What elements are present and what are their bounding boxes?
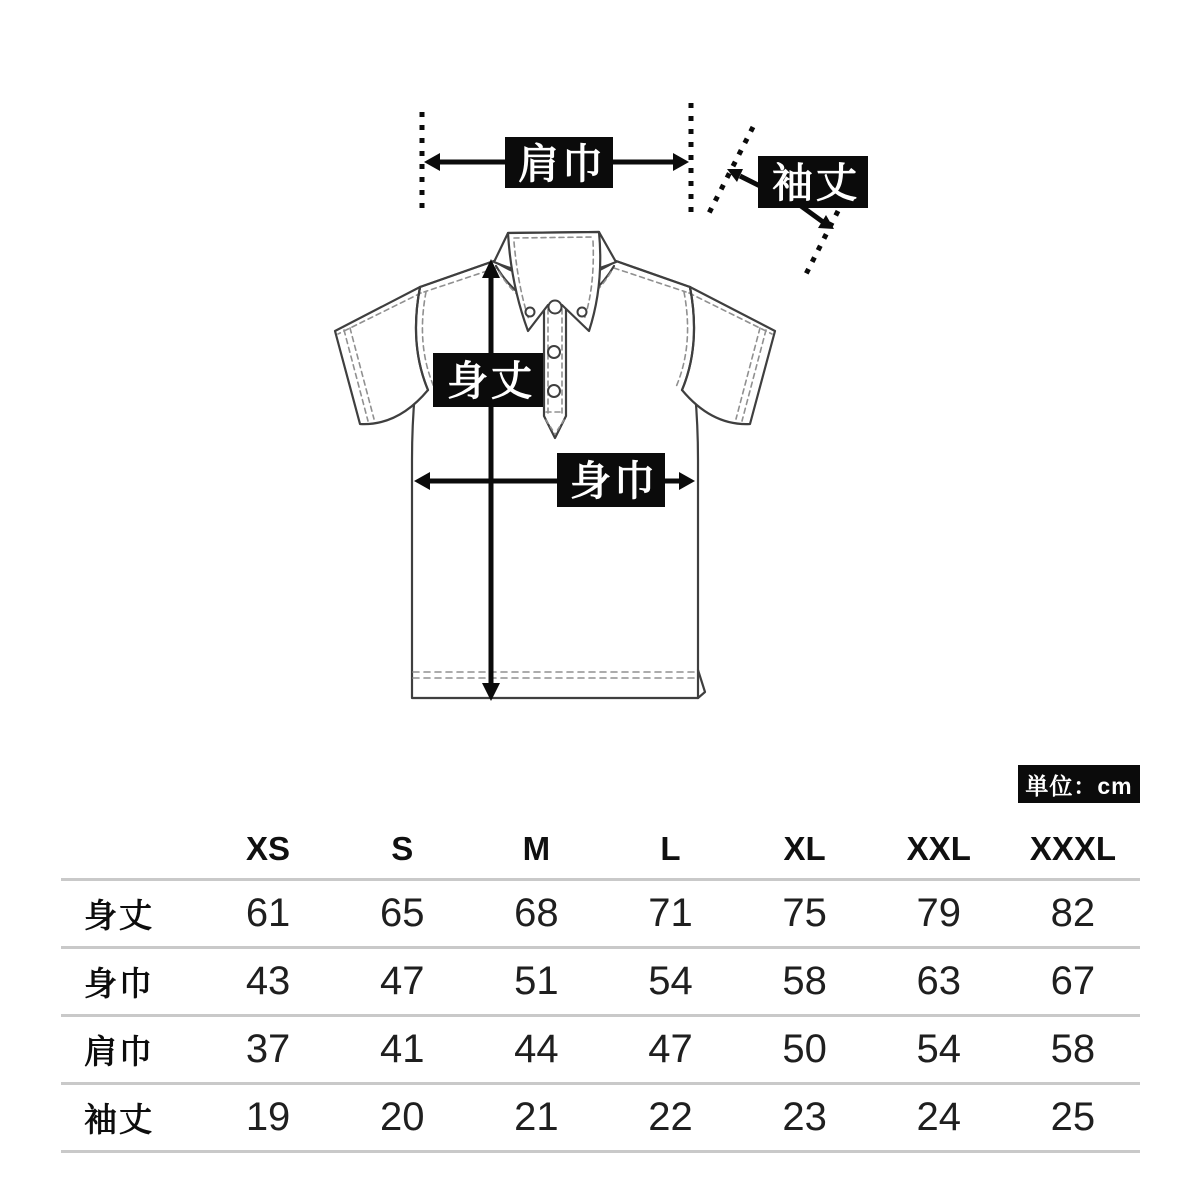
table-cell: 75 <box>782 891 827 935</box>
shoulder-width-label: 肩巾 <box>518 141 606 187</box>
table-cell: 58 <box>1050 1027 1096 1071</box>
table-cell: 25 <box>1050 1095 1096 1139</box>
col-header-s: S <box>391 829 414 867</box>
body-width-label: 身巾 <box>570 458 658 504</box>
sleeve-length-label: 袖丈 <box>772 160 860 206</box>
table-cell: 43 <box>245 959 291 1003</box>
table-cell: 19 <box>245 1095 291 1139</box>
body-length-label: 身丈 <box>447 358 535 404</box>
table-cell: 41 <box>379 1027 425 1071</box>
table-row-body-width <box>61 949 1140 1017</box>
col-header-m: M <box>522 829 551 867</box>
table-cell: 68 <box>514 891 559 935</box>
table-cell: 65 <box>379 891 425 935</box>
left-sleeve <box>335 287 428 424</box>
placket <box>544 305 566 438</box>
table-cell: 47 <box>648 1027 693 1071</box>
row-label-body-length: 身丈 <box>84 897 154 934</box>
table-header-row <box>61 819 1140 881</box>
table-cell: 23 <box>782 1095 827 1139</box>
size-table <box>61 819 1140 1153</box>
table-cell: 22 <box>648 1095 693 1139</box>
row-label-body-width: 身巾 <box>84 965 154 1002</box>
table-cell: 51 <box>514 959 559 1003</box>
col-header-xxl: XXL <box>906 829 971 867</box>
col-header-xxxl: XXXL <box>1029 829 1117 867</box>
col-header-l: L <box>660 829 681 867</box>
table-row-body-length <box>61 881 1140 949</box>
table-cell: 61 <box>245 891 291 935</box>
table-row-shoulder-width <box>61 1017 1140 1085</box>
table-cell: 79 <box>916 891 962 935</box>
table-cell: 82 <box>1050 891 1096 935</box>
table-cell: 44 <box>514 1027 559 1071</box>
table-cell: 47 <box>379 959 425 1003</box>
row-label-shoulder-width: 肩巾 <box>84 1033 154 1070</box>
table-cell: 24 <box>916 1095 962 1139</box>
right-sleeve <box>682 287 775 424</box>
table-cell: 63 <box>916 959 962 1003</box>
table-cell: 54 <box>648 959 693 1003</box>
table-cell: 50 <box>782 1027 827 1071</box>
table-cell: 71 <box>648 891 693 935</box>
table-cell: 21 <box>514 1095 559 1139</box>
table-cell: 20 <box>379 1095 425 1139</box>
table-cell: 67 <box>1050 959 1096 1003</box>
table-cell: 54 <box>916 1027 962 1071</box>
col-header-xl: XL <box>783 829 826 867</box>
unit-badge: 単位：cm <box>1018 765 1140 803</box>
table-row-sleeve-length <box>61 1085 1140 1153</box>
table-cell: 37 <box>245 1027 291 1071</box>
table-cell: 58 <box>782 959 827 1003</box>
col-header-xs: XS <box>246 829 291 867</box>
row-label-sleeve-length: 袖丈 <box>84 1101 154 1138</box>
